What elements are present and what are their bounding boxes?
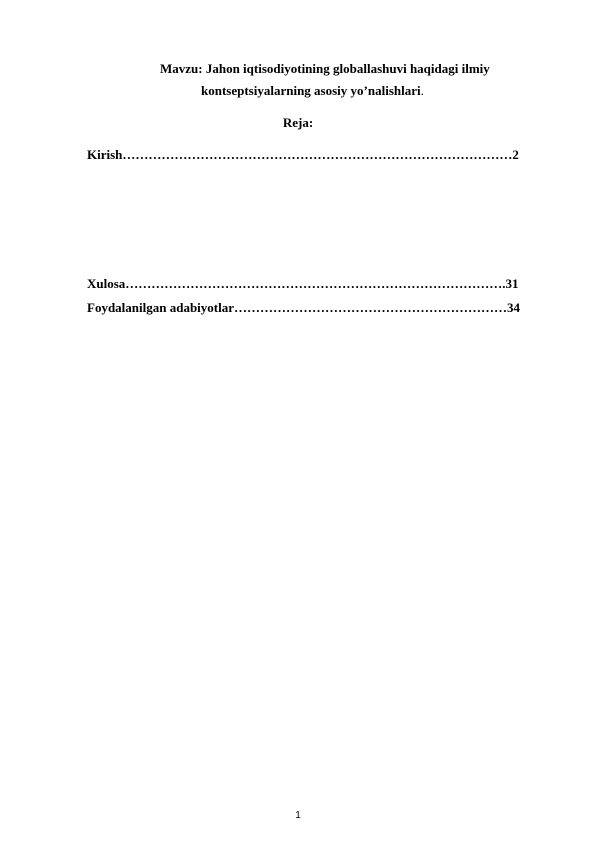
plan-heading: Reja: — [282, 115, 314, 130]
topic-title-line2 — [201, 83, 424, 99]
topic-title-line2-text: kontseptsiyalarning asosiy yo’nalishlari — [201, 83, 421, 98]
topic-title-line1: Mavzu: Jahon iqtisodiyotining globallashuvi haqidagi ilmiy — [160, 61, 490, 76]
toc-intro: Kirish………………………………………………………………………………2 — [87, 147, 519, 162]
topic-title-period: . — [420, 83, 424, 98]
toc-references: Foydalanilgan adabiyotlar………………………………………………………34 — [87, 300, 520, 315]
toc-conclusion: Xulosa…………………………………………………………………………….31 — [87, 276, 519, 291]
page-number: 1 — [295, 810, 301, 821]
